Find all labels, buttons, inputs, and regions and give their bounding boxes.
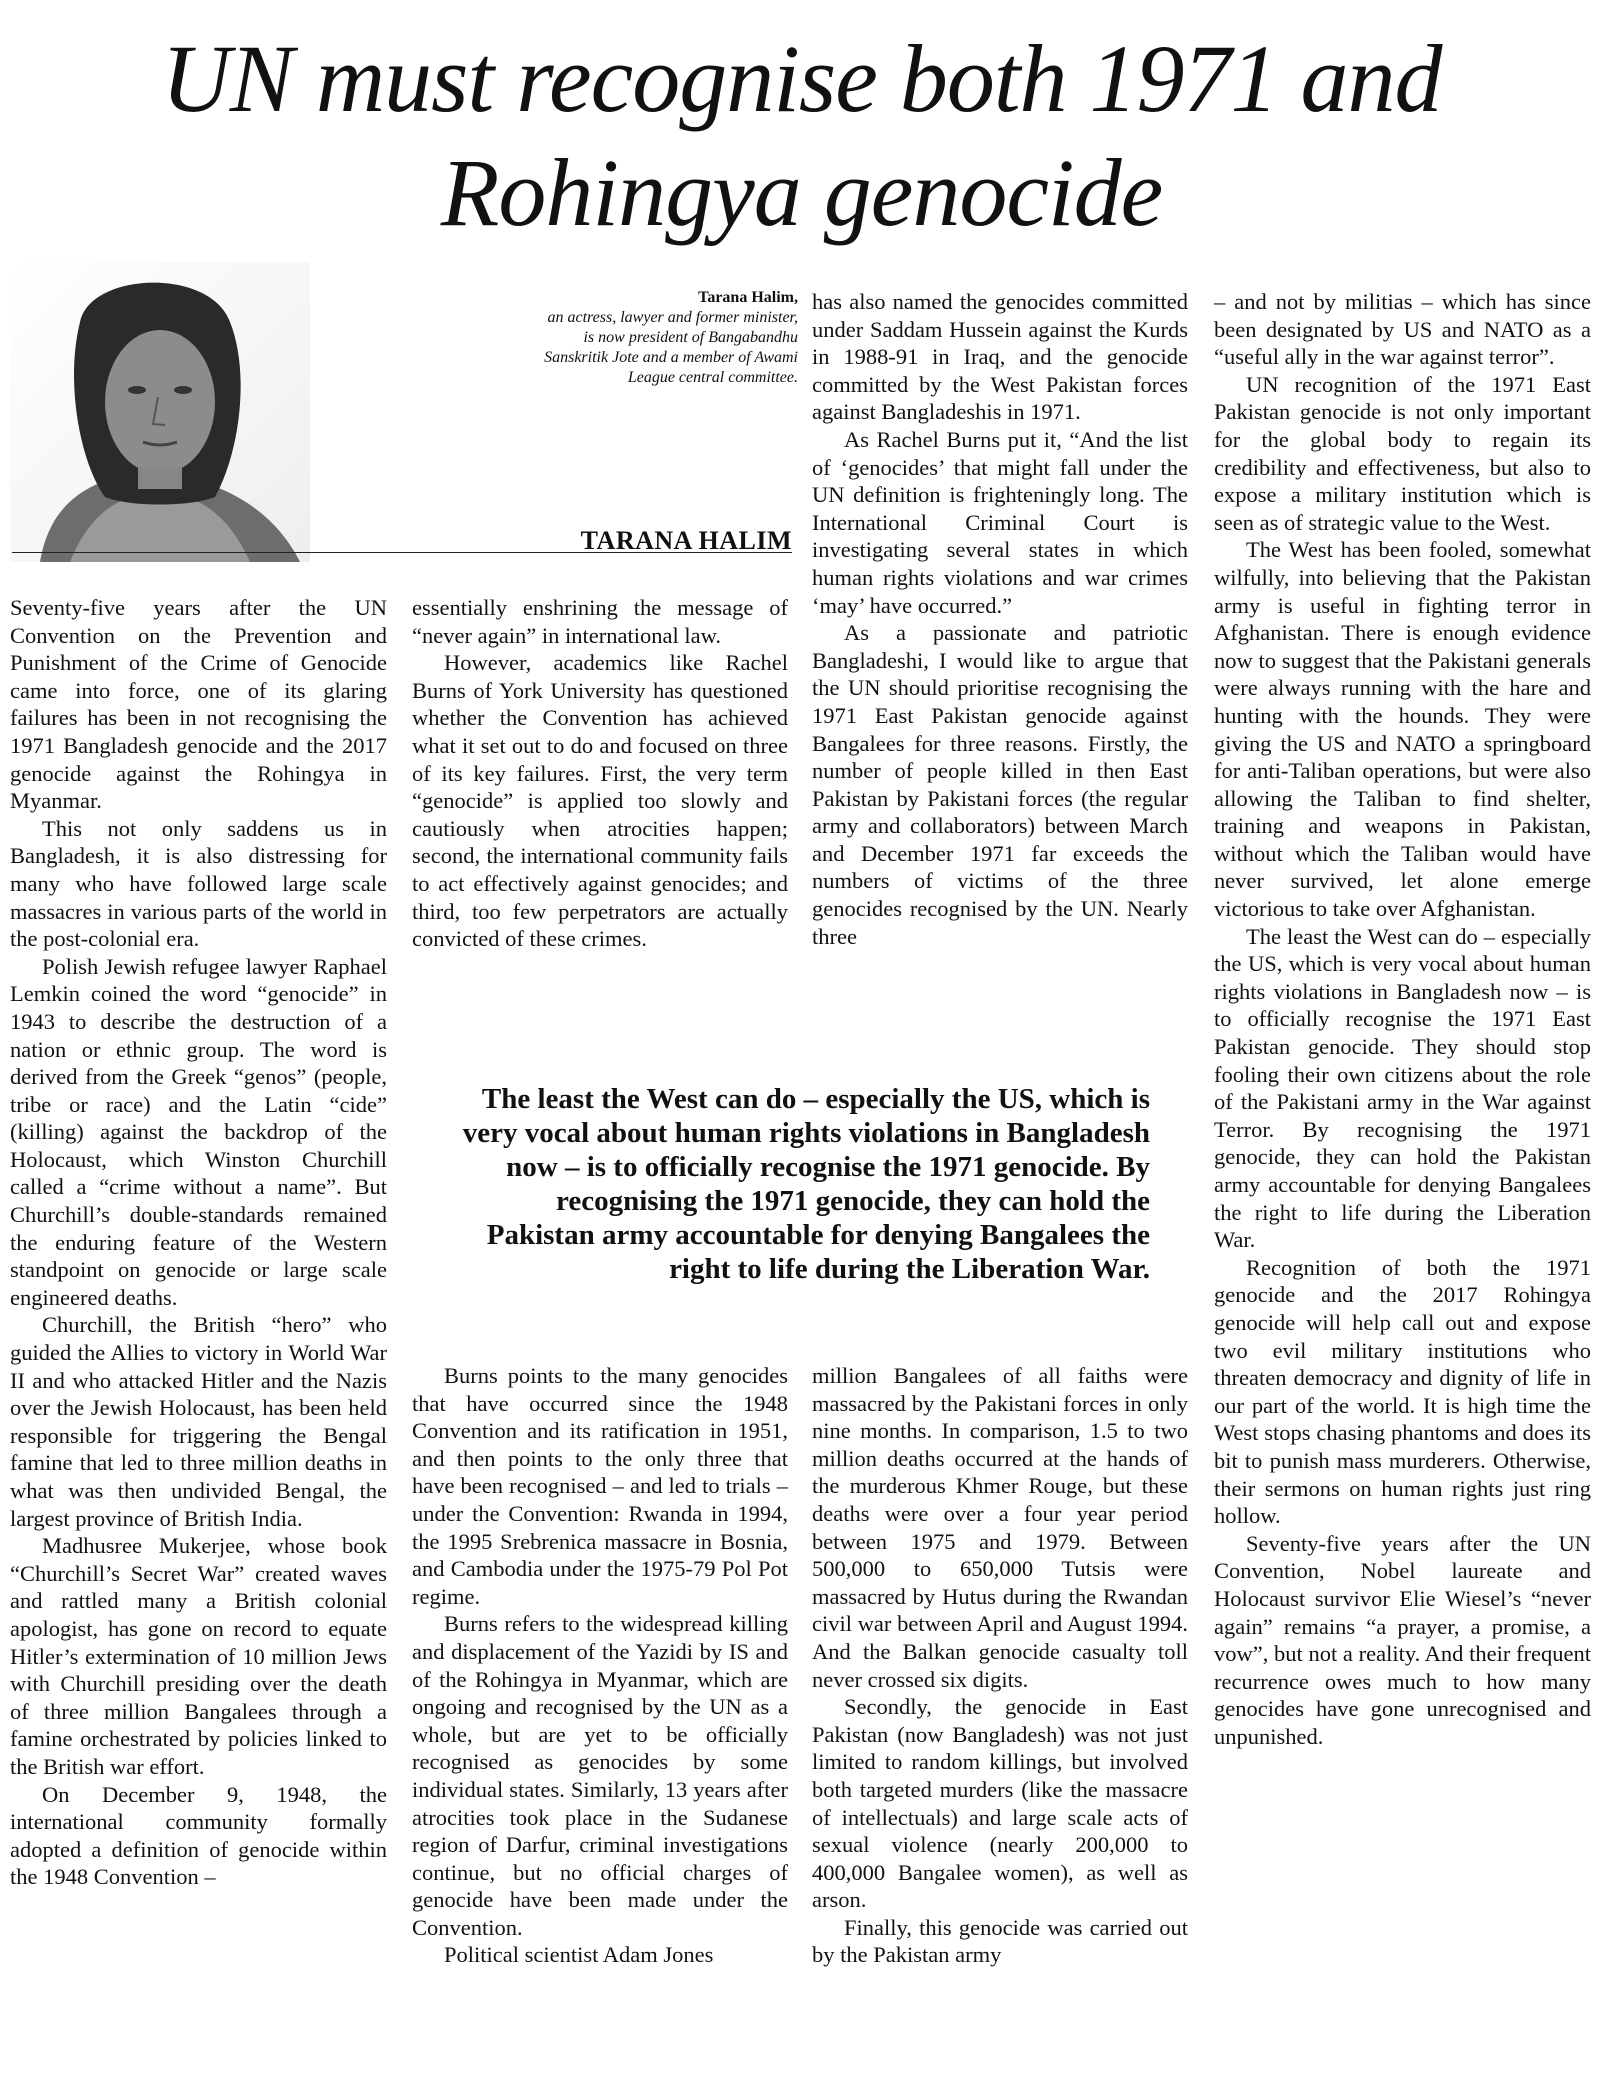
paragraph: Burns points to the many genocides that have occurred since the 1948 Convention and its ratification in 1951, and then points to the only three that have been recognised – and led to trials – under the Convention: Rwanda in 1994, the 1995 Srebrenica massacre in Bosnia, and Cambodia under the 1975-79 Pol Pot regime. bbox=[412, 1363, 788, 1609]
paragraph: Recognition of both the 1971 genocide and the 2017 Rohingya genocide will help call out and expose two evil military institutions who threaten democracy and dignity of life in our part of the world. It is high time the West stops chasing phantoms and does its bit to punish mass murderers. Otherwise, their sermons on human rights just ring hollow. bbox=[1214, 1254, 1591, 1529]
article-column-3-top bbox=[812, 288, 1188, 950]
byline-bio-line: Sanskritik Jote and a member of Awami bbox=[544, 349, 798, 366]
article-column-2-top bbox=[412, 594, 788, 953]
paragraph: Seventy-five years after the UN Convention, Nobel laureate and Holocaust survivor Elie Wiesel’s “never again” remains “a prayer, a promise, a vow”, but not a reality. And their frequent recurrence owes much to how many genocides have gone unrecognised and unpunished. bbox=[1214, 1530, 1591, 1749]
headline bbox=[20, 22, 1583, 250]
paragraph: As Rachel Burns put it, “And the list of ‘genocides’ that might fall under the UN definition is frighteningly long. The International Criminal Court is investigating several states in which human rights violations and war crimes ‘may’ have occurred.” bbox=[812, 426, 1188, 618]
paragraph: The least the West can do – especially the US, which is very vocal about human rights violations in Bangladesh now – is to officially recognise the 1971 East Pakistan genocide. They should stop fooling their own citizens about the role of the Pakistani army in the War against Terror. By recognising the 1971 genocide, they can hold the Pakistan army accountable for denying Bangalees the right to life during the Liberation War. bbox=[1214, 923, 1591, 1253]
paragraph: UN recognition of the 1971 East Pakistan genocide is not only important for the global body to regain its credibility and effectiveness, but also to expose a military institution which is seen as of strategic value to the West. bbox=[1214, 371, 1591, 535]
paragraph: Burns refers to the widespread killing and displacement of the Yazidi by IS and of the Rohingya in Myanmar, which are ongoing and recognised by the UN as a whole, but are yet to be officially recognised as genocides by some individual states. Similarly, 13 years after atrocities took place in the Sudanese region of Darfur, criminal investigations continue, but no official charges of genocide have been made under the Convention. bbox=[412, 1611, 788, 1940]
article-column-1 bbox=[10, 594, 387, 1891]
author-photo bbox=[10, 262, 310, 562]
paragraph: The West has been fooled, somewhat wilfully, into believing that the Pakistan army is useful in fighting terror in Afghanistan. There is enough evidence now to suggest that the Pakistani generals were always running with the hare and hunting with the hounds. They were giving the US and NATO a springboard for anti-Taliban operations, but were also allowing the Taliban to find shelter, training and weapons in Pakistan, without which the Taliban would have never survived, let alone emerge victorious to take over Afghanistan. bbox=[1214, 537, 1591, 922]
byline-bio bbox=[400, 288, 798, 388]
paragraph: essentially enshrining the message of “never again” in international law. bbox=[412, 595, 788, 648]
byline-bio-line: League central committee. bbox=[627, 369, 798, 386]
paragraph: Secondly, the genocide in East Pakistan (now Bangladesh) was not just limited to random killings, but involved both targeted murders (like the massacre of intellectuals) and large scale acts of sexual violence (nearly 200,000 to 400,000 Bangalee women), as well as arson. bbox=[812, 1694, 1188, 1913]
paragraph: million Bangalees of all faiths were massacred by the Pakistani forces in only nine months. In comparison, 1.5 to two million deaths occurred at the hands of the murderous Khmer Rouge, but these deaths were over a four year period between 1975 and 1979. Between 500,000 to 650,000 Tutsis were massacred by Hutus during the Rwandan civil war between April and August 1994. And the Balkan genocide casualty toll never crossed six digits. bbox=[812, 1363, 1188, 1692]
headline-line-1: UN must recognise both 1971 and bbox=[161, 25, 1442, 132]
author-name-caps: TARANA HALIM bbox=[580, 526, 792, 555]
paragraph: Political scientist Adam Jones bbox=[444, 1942, 714, 1968]
headline-line-2: Rohingya genocide bbox=[440, 139, 1163, 246]
byline-divider bbox=[12, 552, 792, 553]
paragraph: Polish Jewish refugee lawyer Raphael Lemkin coined the word “genocide” in 1943 to describe the destruction of a nation or ethnic group. The word is derived from the Greek “genos” (people, tribe or race) and the Latin “cide” (killing) against the backdrop of the Holocaust, which Winston Churchill called a “crime without a name”. But Churchill’s double-standards remained the enduring feature of the Western standpoint on genocide or large scale engineered deaths. bbox=[10, 953, 387, 1310]
paragraph: has also named the genocides committed under Saddam Hussein against the Kurds in 1988-91 in Iraq, and the genocide committed by the West Pakistan forces against Bangladeshis in 1971. bbox=[812, 289, 1188, 425]
paragraph: However, academics like Rachel Burns of York University has questioned whether the Convention has achieved what it set out to do and focused on three of its key failures. First, the very term “genocide” is applied too slowly and cautiously when atrocities happen; second, the international community fails to act effectively against genocides; and third, too few perpetrators are actually convicted of these crimes. bbox=[412, 650, 788, 952]
paragraph: Seventy-five years after the UN Convention on the Prevention and Punishment of the Crime of Genocide came into force, one of its glaring failures has been in not recognising the 1971 Bangladesh genocide and the 2017 genocide against the Rohingya in Myanmar. bbox=[10, 595, 387, 814]
byline-bio-line: is now president of Bangabandhu bbox=[583, 329, 798, 346]
pull-quote: The least the West can do – especially the US, which is very vocal about human rights violations in Bangladesh now – is to officially recognise the 1971 genocide. By recognising the 1971 genocide, they can hold the Pakistan army accountable for denying Bangalees the right to life during the Liberation War. bbox=[462, 1083, 1150, 1285]
paragraph: As a passionate and patriotic Bangladeshi, I would like to argue that the UN should prioritise recognising the 1971 East Pakistan genocide against Bangalees for three reasons. Firstly, the number of people killed in then East Pakistan by Pakistani forces (the regular army and collaborators) between March and December 1971 far exceeds the numbers of victims of the three genocides recognised by the UN. Nearly three bbox=[812, 620, 1188, 949]
byline-name: Tarana Halim, bbox=[698, 289, 798, 306]
byline-bio-line: an actress, lawyer and former minister, bbox=[547, 309, 798, 326]
article-column-4 bbox=[1214, 288, 1591, 1750]
paragraph: – and not by militias – which has since been designated by US and NATO as a “useful ally in the war against terror”. bbox=[1214, 289, 1591, 370]
paragraph: On December 9, 1948, the international community formally adopted a definition of genocide within the 1948 Convention – bbox=[10, 1781, 387, 1890]
paragraph: This not only saddens us in Bangladesh, it is also distressing for many who have followed large scale massacres in various parts of the world in the post-colonial era. bbox=[10, 815, 387, 952]
paragraph: Finally, this genocide was carried out by the Pakistan army bbox=[812, 1914, 1188, 1968]
article-column-2-bottom bbox=[412, 1362, 788, 1969]
paragraph: Madhusree Mukerjee, whose book “Churchill’s Secret War” created waves and rattled many a British colonial apologist, has gone on record to equate Hitler’s extermination of 10 million Jews with Churchill presiding over the death of three million Bangalees through a famine orchestrated by policies linked to the British war effort. bbox=[10, 1533, 387, 1779]
article-column-3-bottom bbox=[812, 1362, 1188, 1969]
paragraph: Churchill, the British “hero” who guided the Allies to victory in World War II and who attacked Hitler and the Nazis over the Jewish Holocaust, has been held responsible for triggering the Bengal famine that led to three million deaths in what was then undivided Bengal, the largest province of British India. bbox=[10, 1312, 387, 1531]
